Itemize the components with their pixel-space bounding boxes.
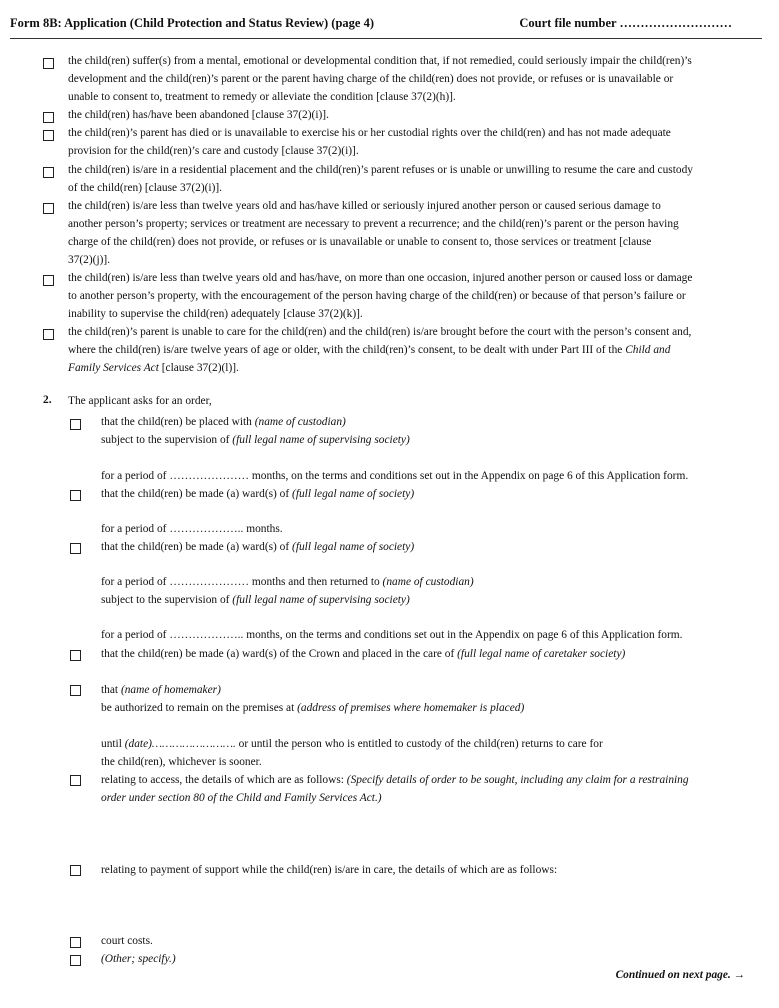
ward-2-text: that the child(ren) be made (a) ward(s) of (full legal name of society) <box>101 541 415 553</box>
custodian-checkbox[interactable] <box>70 419 81 430</box>
support-checkbox[interactable] <box>70 865 81 876</box>
period-2-text: for a period of ……………….. months. <box>101 523 283 535</box>
access-text: relating to access, the details of which are as follows: (Specify details of order to be sought, including any claim for a restraining order under section 80 of the Child and Family Services Act.) <box>101 774 689 804</box>
ward-2-checkbox[interactable] <box>70 543 81 554</box>
clause-parent-died-text: the child(ren)’s parent has died or is unavailable to exercise his or her custodial rights over the child(ren) and has not made adequate provision for the child(ren)’s care and custody [clause 37(2)(i)]. <box>68 127 671 157</box>
clause-unable-to-care-text: the child(ren)’s parent is unable to care for the child(ren) and the child(ren) is/are brought before the court with the person’s consent and, where the child(ren) is/are twelve years of age or older, with the child(ren)’s consent, to be dealt with under Part III of the Child and Family Services Act [clause 37(2)(l)]. <box>68 326 692 374</box>
clause-abandoned-checkbox[interactable] <box>43 112 54 123</box>
crown-ward-checkbox[interactable] <box>70 650 81 661</box>
period-1-text: for a period of ………………… months, on the terms and conditions set out in the Appendix on page 6 of this Application form. <box>101 470 689 482</box>
section-2-intro: The applicant asks for an order, <box>68 395 212 407</box>
custodian-text: that the child(ren) be placed with (name of custodian) subject to the supervision of (full legal name of supervising society) <box>101 416 410 446</box>
ward-1-text: that the child(ren) be made (a) ward(s) of (full legal name of society) <box>101 488 415 500</box>
other-text: (Other; specify.) <box>101 953 176 965</box>
court-costs-text: court costs. <box>101 935 153 947</box>
clause-unable-to-care-checkbox[interactable] <box>43 329 54 340</box>
period-3-text: for a period of ………………… months and then returned to (name of custodian) subject to the supervision of (full legal name of supervising society) <box>101 576 474 606</box>
section-2-number: 2. <box>43 394 52 406</box>
crown-ward-text: that the child(ren) be made (a) ward(s) of the Crown and placed in the care of (full legal name of caretaker society) <box>101 648 626 660</box>
homemaker-checkbox[interactable] <box>70 685 81 696</box>
until-text: until (date)……………………. or until the person who is entitled to custody of the child(ren) returns to care for the child(ren), whichever is sooner. <box>101 738 603 768</box>
clause-parent-died-checkbox[interactable] <box>43 130 54 141</box>
clause-repeated-injury-text: the child(ren) is/are less than twelve years old and has/have, on more than one occasion, injured another person or caused loss or damage to another person’s property, with the encouragement of the person having charge of the child(ren) or because of that person’s failure or inability to supervise the child(ren) adequately [clause 37(2)(k)]. <box>68 272 693 320</box>
homemaker-text: that (name of homemaker) be authorized to remain on the premises at (address of premises where homemaker is placed) <box>101 684 525 714</box>
ward-1-checkbox[interactable] <box>70 490 81 501</box>
clause-repeated-injury-checkbox[interactable] <box>43 275 54 286</box>
clause-h-text: the child(ren) suffer(s) from a mental, emotional or developmental condition that, if not remedied, could seriously impair the child(ren)’s development and the child(ren)’s parent or the parent having charge of the child(ren) does not provide, or refuses or is unavailable or unable to consent to, treatment to remedy or alleviate the condition [clause 37(2)(h)]. <box>68 55 692 103</box>
clause-residential-text: the child(ren) is/are in a residential placement and the child(ren)’s parent refuses or is unable or unwilling to resume the care and custody of the child(ren) [clause 37(2)(i)]. <box>68 164 693 194</box>
period-4-text: for a period of ……………….. months, on the terms and conditions set out in the Appendix on page 6 of this Application form. <box>101 629 683 641</box>
clause-residential-checkbox[interactable] <box>43 167 54 178</box>
page-header <box>10 12 762 39</box>
clause-killed-injured-checkbox[interactable] <box>43 203 54 214</box>
support-text: relating to payment of support while the child(ren) is/are in care, the details of which are as follows: <box>101 864 558 876</box>
court-file-number: Court file number ……………………… <box>519 16 732 30</box>
continued-footer: Continued on next page. → <box>615 969 745 981</box>
court-costs-checkbox[interactable] <box>70 937 81 948</box>
other-checkbox[interactable] <box>70 955 81 966</box>
clause-abandoned-text: the child(ren) has/have been abandoned [clause 37(2)(i)]. <box>68 109 329 121</box>
clause-h-checkbox[interactable] <box>43 58 54 69</box>
clause-killed-injured-text: the child(ren) is/are less than twelve years old and has/have killed or seriously injured another person or caused serious damage to another person’s property; services or treatment are necessary to prevent a recurrence; and the child(ren)’s parent or the person having charge of the child(ren) does not provide, or refuses or is unavailable or unable to consent to, those services or treatment [clause 37(2)(j)]. <box>68 200 679 266</box>
form-title: Form 8B: Application (Child Protection and Status Review) (page 4) <box>10 16 374 30</box>
access-checkbox[interactable] <box>70 775 81 786</box>
